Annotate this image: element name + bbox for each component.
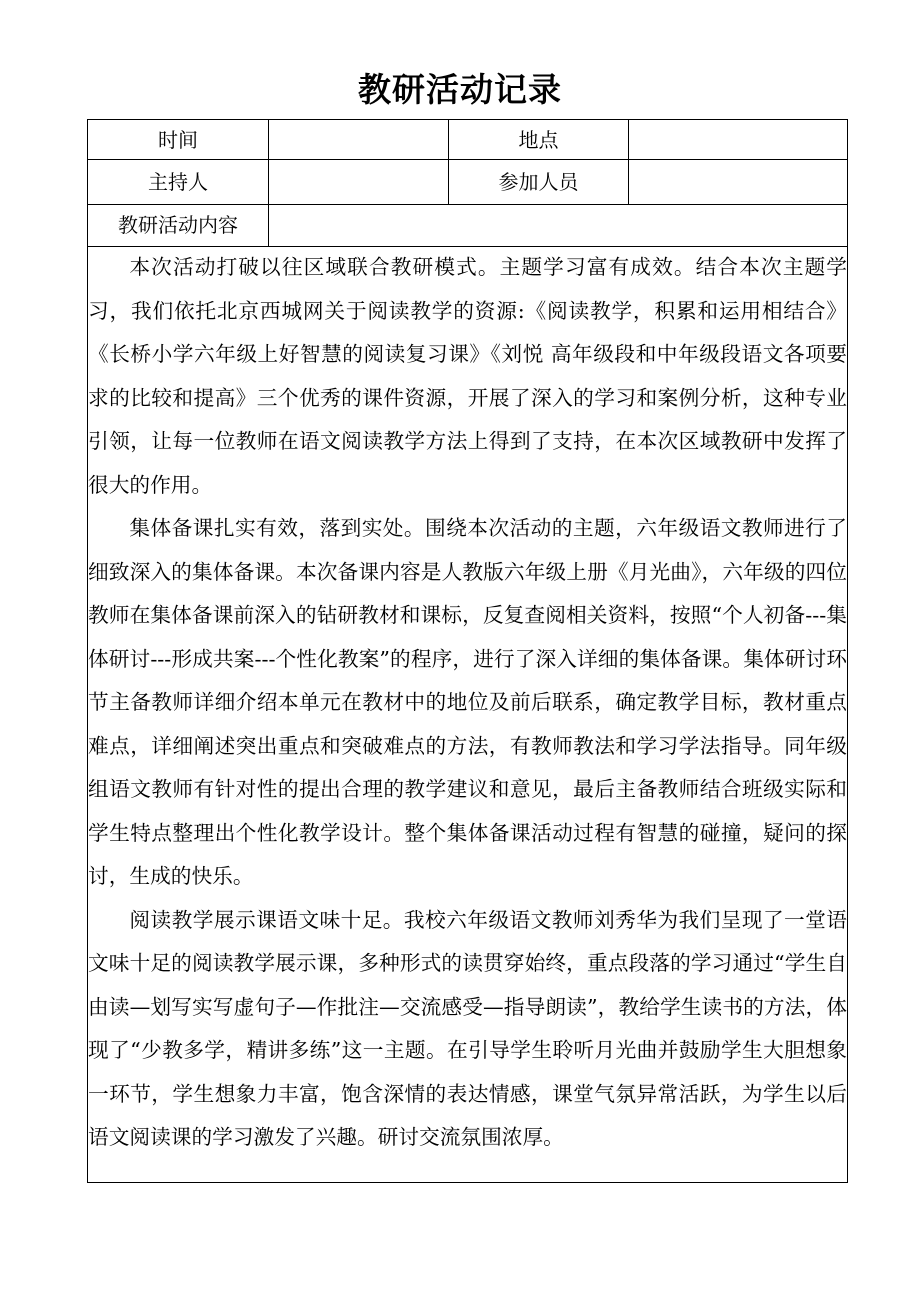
content-paragraph: 集体备课扎实有效，落到实处。围绕本次活动的主题，六年级语文教师进行了细致深入的集体备课。本次备课内容是人教版六年级上册《月光曲》，六年级的四位教师在集体备课前深入的钻研教材和课标，反复查阅相关资料，按照“个人初备---集体研讨---形成共案---个性化教案”的程序，进行了深入详细的集体备课。集体研讨环节主备教师详细介绍本单元在教材中的地位及前后联系，确定教学目标，教材重点难点，详细阐述突出重点和突破难点的方法，有教师教法和学习学法指导。同年级组语文教师有针对性的提出合理的教学建议和意见，最后主备教师结合班级实际和学生特点整理出个性化教学设计。整个集体备课活动过程有智慧的碰撞，疑问的探讨，生成的快乐。 <box>88 516 847 888</box>
participants-value[interactable] <box>629 162 847 202</box>
content-paragraph: 阅读教学展示课语文味十足。我校六年级语文教师刘秀华为我们呈现了一堂语文味十足的阅读教学展示课，多种形式的读贯穿始终，重点段落的学习通过“学生自由读—划写实写虚句子—作批注—交流感受—指导朗读”，教给学生读书的方法，体现了“少教多学，精讲多练”这一主题。在引导学生聆听月光曲并鼓励学生大胆想象一环节，学生想象力丰富，饱含深情的表达情感，课堂气氛异常活跃，为学生以后语文阅读课的学习激发了兴趣。研讨交流氛围浓厚。 <box>88 907 847 1149</box>
content-value[interactable] <box>269 205 847 245</box>
time-label: 时间 <box>158 128 198 152</box>
content-label: 教研活动内容 <box>118 213 238 237</box>
activity-content <box>88 246 847 1160</box>
content-paragraph: 本次活动打破以往区域联合教研模式。主题学习富有成效。结合本次主题学习，我们依托北京西城网关于阅读教学的资源:《阅读教学，积累和运用相结合》《长桥小学六年级上好智慧的阅读复习课》《刘悦 高年级段和中年级段语文各项要求的比较和提高》三个优秀的课件资源，开展了深入的学习和案例分析，这种专业引领，让每一位教师在语文阅读教学方法上得到了支持，在本次区域教研中发挥了很大的作用。 <box>88 255 847 497</box>
document-title: 教研活动记录 <box>358 70 562 109</box>
participants-label: 参加人员 <box>498 170 579 194</box>
location-value[interactable] <box>629 120 847 160</box>
location-label: 地点 <box>518 128 559 152</box>
time-value[interactable] <box>269 120 448 160</box>
host-value[interactable] <box>269 162 448 202</box>
host-label: 主持人 <box>148 170 208 194</box>
